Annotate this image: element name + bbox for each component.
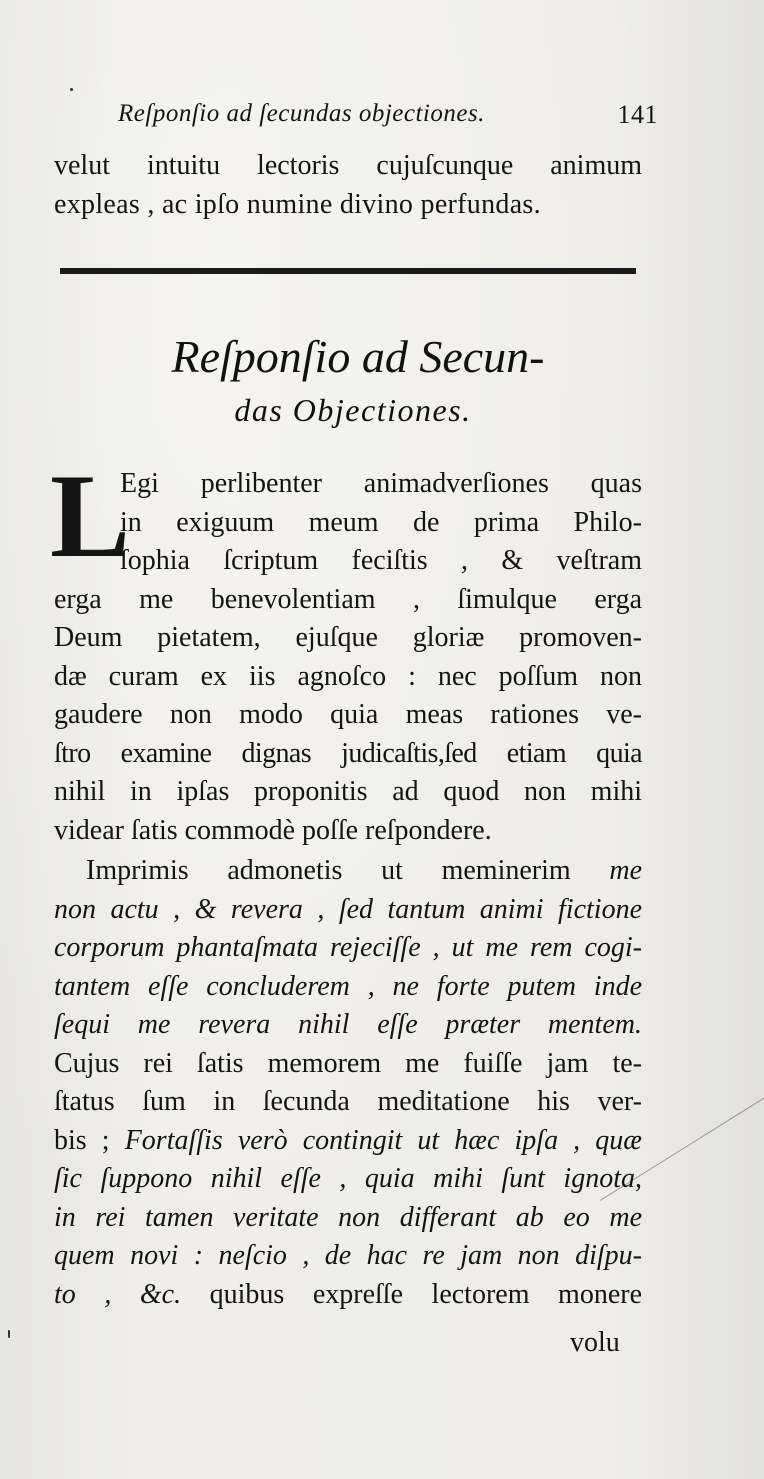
continuation-text [54, 147, 642, 224]
drop-cap: L [50, 449, 131, 582]
text-line: Egi perlibenter animadverſiones quas [120, 468, 642, 499]
text-line: gaudere non modo quia meas rationes ve- [54, 699, 642, 730]
text-line: ſtatus ſum in ſecunda meditatione his ver- [54, 1086, 642, 1117]
catchword: volu [570, 1327, 620, 1358]
section-title-line-1: Reſponſio ad Secun- [171, 331, 545, 382]
roman-text: Imprimis admonetis ut meminerim [86, 855, 610, 886]
italic-text: Fortaſſis verò contingit ut hæc ipſa , quæ [124, 1124, 642, 1156]
text-line: Cujus rei ſatis memorem me fuiſſe jam te- [54, 1047, 642, 1079]
text-line: ſtro examine dignas judicaſtis,ſed etiam quia [54, 737, 642, 769]
text-line: in rei tamen veritate non differant ab eo me [54, 1201, 642, 1233]
running-head [118, 100, 658, 128]
roman-text: bis ; [54, 1124, 125, 1156]
ink-speck [8, 1330, 10, 1338]
text-line: non actu , & revera , ſed tantum animi fictione [54, 893, 642, 925]
running-head-title: Reſponſio ad ſecundas objectiones. [118, 100, 485, 127]
section-title-line-2: das Objectiones. [234, 392, 472, 428]
text-line: ſequi me revera nihil eſſe præter mentem. [54, 1009, 642, 1040]
text-line [54, 852, 642, 891]
text-line [54, 1276, 642, 1315]
text-line: videar ſatis commodè poſſe reſpondere. [54, 814, 492, 846]
text-line: nihil in ipſas proponitis ad quod non mihi [54, 776, 642, 807]
text-line: quem novi : neſcio , de hac re jam non diſpu- [54, 1240, 642, 1271]
italic-text: me [609, 855, 642, 886]
text-line: in exiguum meum de prima Philo- [120, 506, 642, 538]
text-line: velut intuitu lectoris cujuſcunque animum [54, 150, 642, 181]
text-line: tantem eſſe concluderem , ne forte putem inde [54, 970, 642, 1002]
paragraph-1 [54, 465, 642, 850]
text-line: erga me benevolentiam , ſimulque erga [54, 583, 642, 615]
italic-text: to , &c. [54, 1278, 210, 1310]
page-number: 141 [617, 100, 658, 129]
text-line: ſophia ſcriptum feciſtis , & veſtram [120, 545, 642, 576]
text-line: Deum pietatem, ejuſque gloriæ promoven- [54, 622, 642, 653]
ink-speck [70, 88, 73, 91]
text-line: ſic ſuppono nihil eſſe , quia mihi ſunt ignota, [54, 1163, 642, 1194]
text-line [54, 1122, 642, 1161]
paragraph-2 [54, 852, 642, 1314]
section-rule [60, 268, 636, 274]
text-line: corporum phantaſmata rejeciſſe , ut me rem cogi- [54, 932, 642, 963]
roman-text: quibus expreſſe lectorem monere [209, 1278, 642, 1310]
text-line: dæ curam ex iis agnoſco : nec poſſum non [54, 660, 642, 692]
text-line: expleas , ac ipſo numine divino perfundas. [54, 188, 541, 220]
